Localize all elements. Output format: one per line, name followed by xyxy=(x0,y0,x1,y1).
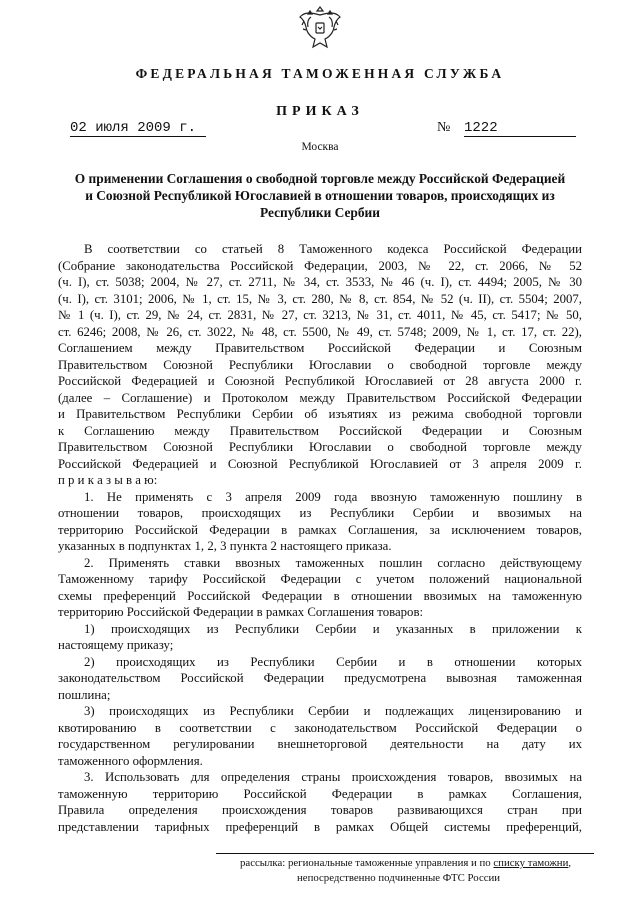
body-line: (ч. I), ст. 3101; 2006, № 1, ст. 15, № 3, ст. 280, № 8, ст. 854, № 52 (ч. II), ст. 5504; 2007, xyxy=(58,291,582,306)
body-line: государственном регулировании внешнеторговой деятельности на дату их xyxy=(58,737,582,751)
body-line: Российской Федерацией и Союзной Республикой Югославией от 3 апреля 2009 г. xyxy=(58,456,582,471)
body-line: таможенную территорию Российской Федерации в рамках Соглашения, xyxy=(58,786,582,801)
order-number: 1222 xyxy=(464,120,576,137)
body-line: территорию Российской Федерации в рамках Соглашения, за исключением товаров, xyxy=(58,522,582,537)
body-line: Правительством Союзной Республики Югославии о свободной торговле между xyxy=(58,357,582,372)
order-heading xyxy=(55,170,585,221)
distribution-note-line2: непосредственно подчиненные ФТС России xyxy=(297,872,501,884)
body-line: представлении тарифных преференций в рамках Общей системы преференций, xyxy=(58,819,582,834)
body-line: пошлина; xyxy=(58,687,111,702)
body-line: территорию Российской Федерации в рамках Соглашения товаров: xyxy=(58,605,424,619)
body-line: (ч. I), ст. 5038; 2004, № 27, ст. 2711, № 34, ст. 3533, № 46 (ч. I), ст. 4494; 2005, № 30 xyxy=(58,275,582,289)
heading-line: О применении Соглашения о свободной торговле между Российской Федерацией xyxy=(74,171,566,186)
body-line: (Собрание законодательства Российской Федерации, 2003, № 22, ст. 2066, № 52 xyxy=(58,258,582,273)
body-line: 1. Не применять с 3 апреля 2009 года ввозную таможенную пошлину в xyxy=(84,489,582,504)
body-line: Правительством Союзной Республики Югославии о свободной торговле между xyxy=(58,440,582,454)
body-line: Правила определения происхождения товаров развивающихся стран при xyxy=(58,803,582,817)
body-line: законодательством Российской Федерации предусмотрена вывозная таможенная xyxy=(58,671,582,685)
body-line: Таможенному тарифу Российской Федерации с учетом положений национальной xyxy=(58,572,582,586)
order-body xyxy=(58,241,582,835)
body-line: 2. Применять ставки ввозных таможенных пошлин согласно действующему xyxy=(84,555,582,570)
body-line: 2) происходящих из Республики Сербии и в отношении которых xyxy=(84,654,582,669)
body-line: отношении товаров, происходящих из Республики Сербии и ввозимых на xyxy=(58,506,582,520)
order-title: ПРИКАЗ xyxy=(276,104,364,119)
order-number-label: № xyxy=(437,120,451,135)
body-line: Соглашением между Правительством Российской Федерации и Союзным xyxy=(58,341,582,355)
body-line: схемы преференций Российской Федерации в отношении ввозимых на таможенную xyxy=(58,588,582,603)
body-line: и Правительством Республики Сербии об изъятиях из режима свободной торговли xyxy=(58,407,582,421)
body-line: (далее – Соглашение) и Протоколом между Правительством Российской Федерации xyxy=(58,390,582,405)
heading-line: и Союзной Республикой Югославией в отношении товаров, происходящих из xyxy=(85,188,555,203)
body-line: к Соглашению между Правительством Российской Федерации и Союзным xyxy=(58,423,582,438)
body-line: таможенного оформления. xyxy=(58,753,203,768)
body-line: 3. Использовать для определения страны происхождения товаров, ввозимых на xyxy=(84,770,582,784)
body-line: квотированию в соответствии с законодательством Российской Федерации о xyxy=(58,720,582,735)
heading-line: Республики Сербии xyxy=(259,205,380,220)
agency-name: ФЕДЕРАЛЬНАЯ ТАМОЖЕННАЯ СЛУЖБА xyxy=(135,66,505,81)
footer-divider xyxy=(216,853,594,854)
body-line: ст. 6246; 2008, № 26, ст. 3022, № 48, ст. 5500, № 49, ст. 5748; 2009, № 1, ст. 17, ст. 22), xyxy=(58,324,582,339)
distribution-comma: , xyxy=(568,857,572,869)
body-line: 3) происходящих из Республики Сербии и подлежащих лицензированию и xyxy=(84,704,582,718)
body-line: 1) происходящих из Республики Сербии и указанных в приложении к xyxy=(84,621,582,636)
city: Москва xyxy=(301,141,339,153)
order-verb: п р и к а з ы в а ю: xyxy=(58,473,158,487)
body-line: настоящему приказу; xyxy=(58,638,174,652)
order-date: 02 июля 2009 г. xyxy=(70,120,206,137)
body-line: № 1 (ч. I), ст. 29, № 24, ст. 2831, № 27, ст. 3213, № 31, ст. 4011, № 45, ст. 5417; № 50, xyxy=(58,308,582,322)
distribution-note xyxy=(240,857,571,869)
coat-of-arms-icon xyxy=(297,3,343,53)
body-line: указанных в подпунктах 1, 2, 3 пункта 2 настоящего приказа. xyxy=(58,539,392,553)
distribution-list-link: списку таможни xyxy=(493,857,569,869)
distribution-text: рассылка: региональные таможенные управления и по xyxy=(240,857,491,869)
body-line: Российской Федерацией и Союзной Республикой Югославией от 28 августа 2000 г. xyxy=(58,374,582,388)
body-line: В соответствии со статьей 8 Таможенного кодекса Российской Федерации xyxy=(84,242,582,256)
